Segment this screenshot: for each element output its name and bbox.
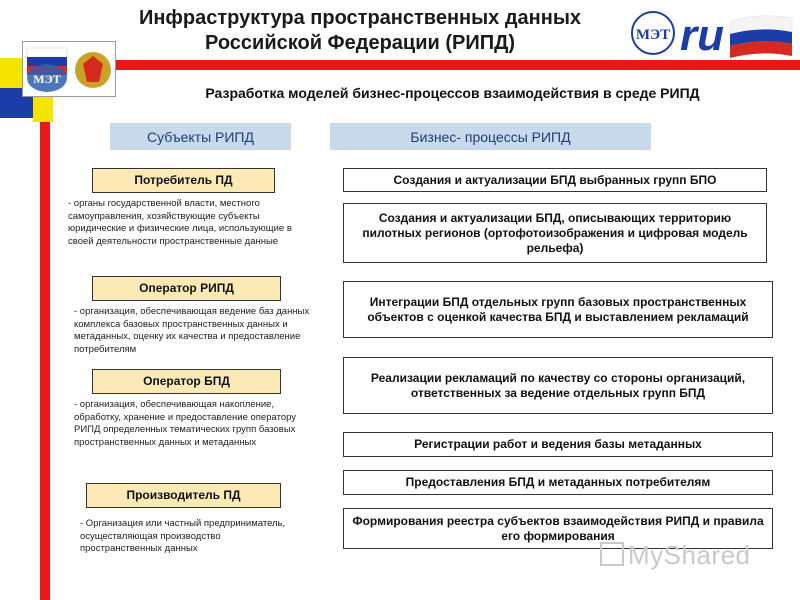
process-box: Создания и актуализации БПД, описывающих территорию пилотных регионов (ортофотоизображения и цифровая модель рельефа) [343, 203, 767, 263]
title-line-2: Российской Федерации (РИПД) [204, 32, 516, 54]
process-box: Создания и актуализации БПД выбранных групп БПО [343, 168, 767, 192]
subject-label: Потребитель ПД [92, 168, 275, 193]
page-title [90, 6, 630, 56]
watermark: MyShared [600, 540, 751, 571]
ru-logo [630, 8, 795, 58]
svg-text:ru: ru [680, 11, 724, 58]
process-box: Интеграции БПД отдельных групп базовых пространственных объектов с оценкой качества БПД и выставлением рекламаций [343, 281, 773, 338]
subjects-column-header: Субъекты РИПД [110, 123, 291, 150]
ru-flag-logo-icon [630, 8, 795, 58]
process-box: Предоставления БПД и метаданных потребителям [343, 470, 773, 495]
subject-label: Оператор БПД [92, 369, 281, 394]
subject-description: - организация, обеспечивающая накопление, обработку, хранение и предоставление оператору РИПД определенных тематических групп базовых пространственных данных и метаданных [74, 399, 297, 448]
process-box: Реализации рекламаций по качеству со стороны организаций, ответственных за ведение отдельных групп БПД [343, 357, 773, 414]
process-box: Регистрации работ и ведения базы метаданных [343, 432, 773, 457]
red-side-band [40, 60, 50, 600]
subject-label: Производитель ПД [86, 483, 281, 508]
red-top-band [0, 60, 800, 70]
section-subtitle: Разработка моделей бизнес-процессов взаимодействия в среде РИПД [205, 85, 700, 101]
subject-description: - Организация или частный предприниматель, осуществляющая производство пространственных данных [80, 518, 286, 554]
subject-description: - организация, обеспечивающая ведение баз данных комплекса базовых пространственных данных и метаданных, оценку их качества и предоставление потребителям [74, 306, 310, 355]
svg-text:МЭТ: МЭТ [33, 72, 61, 86]
process-box: Формирования реестра субъектов взаимодействия РИПД и правила его формирования [343, 508, 773, 549]
subject-description: - органы государственной власти, местного самоуправления, хозяйствующие субъекты юридические и физические лица, использующие в своей деятельности пространственные данные [68, 198, 292, 247]
presentation-icon [600, 542, 624, 566]
processes-column-header: Бизнес- процессы РИПД [330, 123, 651, 150]
title-line-1: Инфраструктура пространственных данных [138, 7, 582, 29]
subject-label: Оператор РИПД [92, 276, 281, 301]
svg-text:МЭТ: МЭТ [635, 27, 671, 43]
